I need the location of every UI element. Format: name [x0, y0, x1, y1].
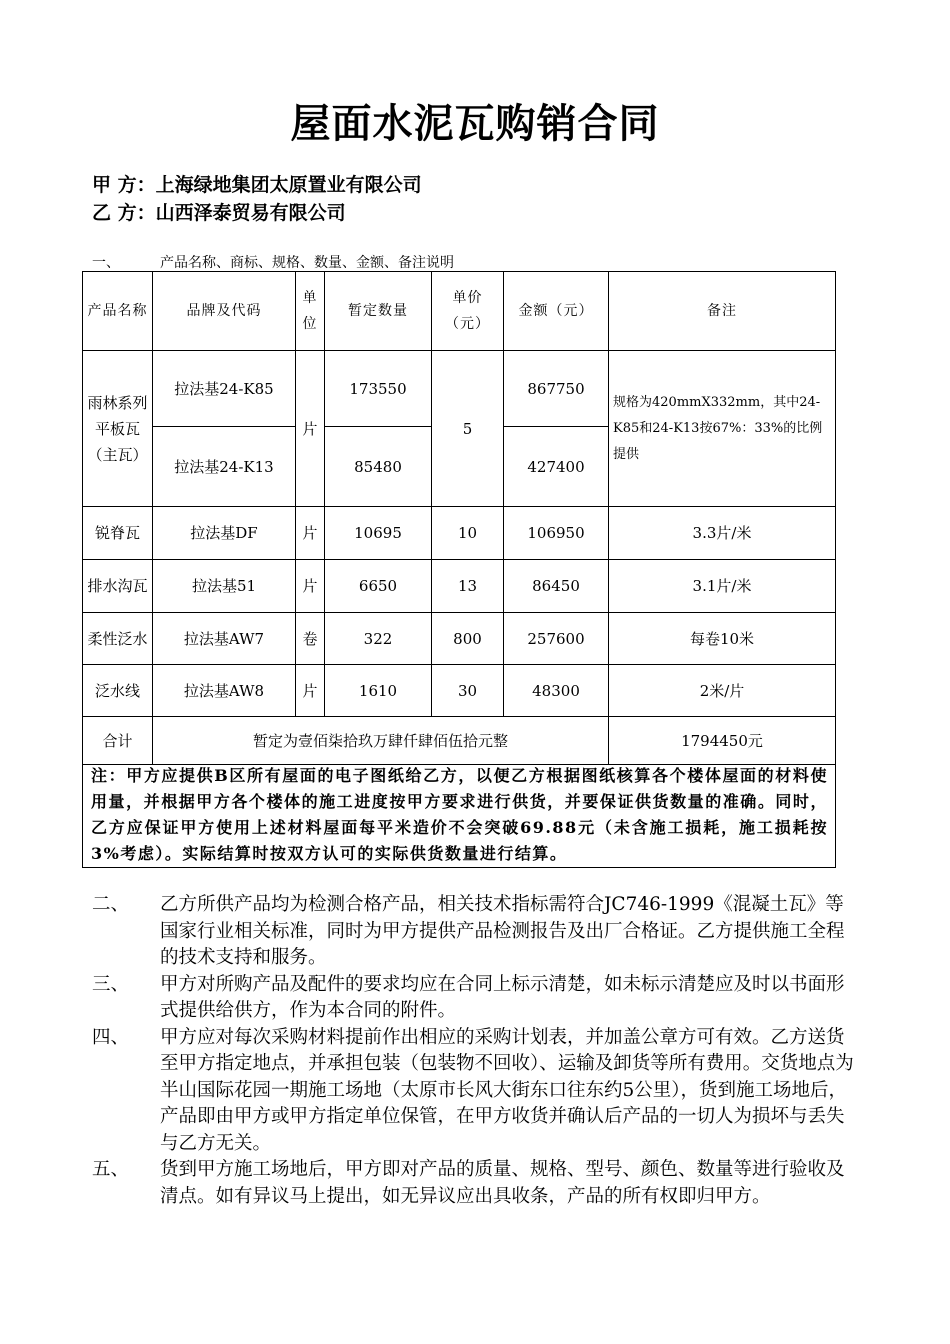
cell-unit: 片: [296, 351, 325, 507]
cell-price: 30: [432, 665, 504, 717]
clause-text: 乙方所供产品均为检测合格产品，相关技术指标需符合JC746-1999《混凝土瓦》等国家行业相关标准，同时为甲方提供产品检测报告及出厂合格证。乙方提供施工全程的技术支持和服务。: [160, 894, 845, 968]
cell-qty: 85480: [325, 427, 432, 507]
cell-name: 排水沟瓦: [83, 560, 153, 613]
cell-remark: 每卷10米: [609, 613, 836, 665]
goods-table: [82, 271, 836, 765]
clause-text: 货到甲方施工场地后，甲方即对产品的质量、规格、型号、颜色、数量等进行验收及清点。如有异议马上提出，如无异议应出具收条，产品的所有权即归甲方。: [160, 1159, 845, 1207]
cell-brand: 拉法基AW8: [153, 665, 296, 717]
cell-remark: 3.3片/米: [609, 507, 836, 560]
party-a: 甲 方：上海绿地集团太原置业有限公司: [92, 174, 422, 196]
contract-clauses: [92, 892, 862, 1210]
cell-amount: 867750: [504, 351, 609, 427]
table-row: [83, 613, 836, 665]
total-label: 合计: [83, 717, 153, 765]
cell-brand: 拉法基51: [153, 560, 296, 613]
cell-amount: 106950: [504, 507, 609, 560]
header-unit: 单位: [296, 272, 325, 351]
table-total-row: [83, 717, 836, 765]
cell-name: 泛水线: [83, 665, 153, 717]
clause-item: [92, 1025, 862, 1158]
clause-item: [92, 972, 862, 1025]
header-qty: 暂定数量: [325, 272, 432, 351]
clause-number: 三、: [92, 973, 130, 995]
clause-number: 五、: [92, 1159, 130, 1180]
table-row: [83, 507, 836, 560]
header-name: 产品名称: [83, 272, 153, 351]
cell-name: 柔性泛水: [83, 613, 153, 665]
cell-amount: 48300: [504, 665, 609, 717]
contract-title: 屋面水泥瓦购销合同: [290, 101, 660, 147]
clause-text: 甲方对所购产品及配件的要求均应在合同上标示清楚，如未标示清楚应及时以书面形式提供给供方，作为本合同的附件。: [160, 973, 845, 1021]
section-1-heading: [92, 252, 454, 272]
section-text: 产品名称、商标、规格、数量、金额、备注说明: [160, 255, 454, 271]
cell-unit: 片: [296, 560, 325, 613]
cell-amount: 427400: [504, 427, 609, 507]
clause-number: 二、: [92, 894, 130, 915]
header-amount: 金额（元）: [504, 272, 609, 351]
table-header-row: [83, 272, 836, 351]
cell-amount: 257600: [504, 613, 609, 665]
header-remark: 备注: [609, 272, 836, 351]
cell-unit: 片: [296, 507, 325, 560]
clause-item: [92, 892, 862, 972]
table-row: [83, 560, 836, 613]
cell-unit: 卷: [296, 613, 325, 665]
clause-text: 甲方应对每次采购材料提前作出相应的采购计划表，并加盖公章方可有效。乙方送货至甲方指定地点，并承担包装（包装物不回收）、运输及卸货等所有费用。交货地点为半山国际花园一期施工场地（太原市长风大街东口往东约5公里），货到施工场地后，产品即由甲方或甲方指定单位保管，在甲方收货并确认后产品的一切人为损坏与丢失与乙方无关。: [160, 1026, 854, 1154]
cell-qty: 10695: [325, 507, 432, 560]
clause-number: 四、: [92, 1026, 130, 1048]
cell-qty: 6650: [325, 560, 432, 613]
cell-brand: 拉法基24-K13: [153, 427, 296, 507]
clause-item: [92, 1157, 862, 1210]
section-number: 一、: [92, 255, 120, 271]
cell-brand: 拉法基AW7: [153, 613, 296, 665]
cell-remark: 2米/片: [609, 665, 836, 717]
table-row: [83, 351, 836, 427]
party-b: 乙 方：山西泽泰贸易有限公司: [92, 202, 346, 224]
cell-brand: 拉法基DF: [153, 507, 296, 560]
header-brand: 品牌及代码: [153, 272, 296, 351]
header-price: 单价（元）: [432, 272, 504, 351]
total-words: 暂定为壹佰柒拾玖万肆仟肆佰伍拾元整: [153, 717, 609, 765]
cell-remark: 规格为420mmX332mm，其中24-K85和24-K13按67%：33%的比例提供: [609, 351, 836, 507]
cell-price: 5: [432, 351, 504, 507]
cell-amount: 86450: [504, 560, 609, 613]
cell-name: 雨林系列平板瓦（主瓦）: [83, 351, 153, 507]
table-note: 注：甲方应提供B区所有屋面的电子图纸给乙方，以便乙方根据图纸核算各个楼体屋面的材料使用量，并根据甲方各个楼体的施工进度按甲方要求进行供货，并要保证供货数量的准确。同时，乙方应保证甲方使用上述材料屋面每平米造价不会突破69.88元（未含施工损耗，施工损耗按3%考虑）。实际结算时按双方认可的实际供货数量进行结算。: [82, 763, 836, 868]
cell-name: 锐脊瓦: [83, 507, 153, 560]
table-row: [83, 665, 836, 717]
cell-unit: 片: [296, 665, 325, 717]
total-value: 1794450元: [609, 717, 836, 765]
cell-qty: 322: [325, 613, 432, 665]
cell-qty: 173550: [325, 351, 432, 427]
cell-price: 13: [432, 560, 504, 613]
cell-price: 10: [432, 507, 504, 560]
cell-remark: 3.1片/米: [609, 560, 836, 613]
cell-qty: 1610: [325, 665, 432, 717]
cell-price: 800: [432, 613, 504, 665]
cell-brand: 拉法基24-K85: [153, 351, 296, 427]
